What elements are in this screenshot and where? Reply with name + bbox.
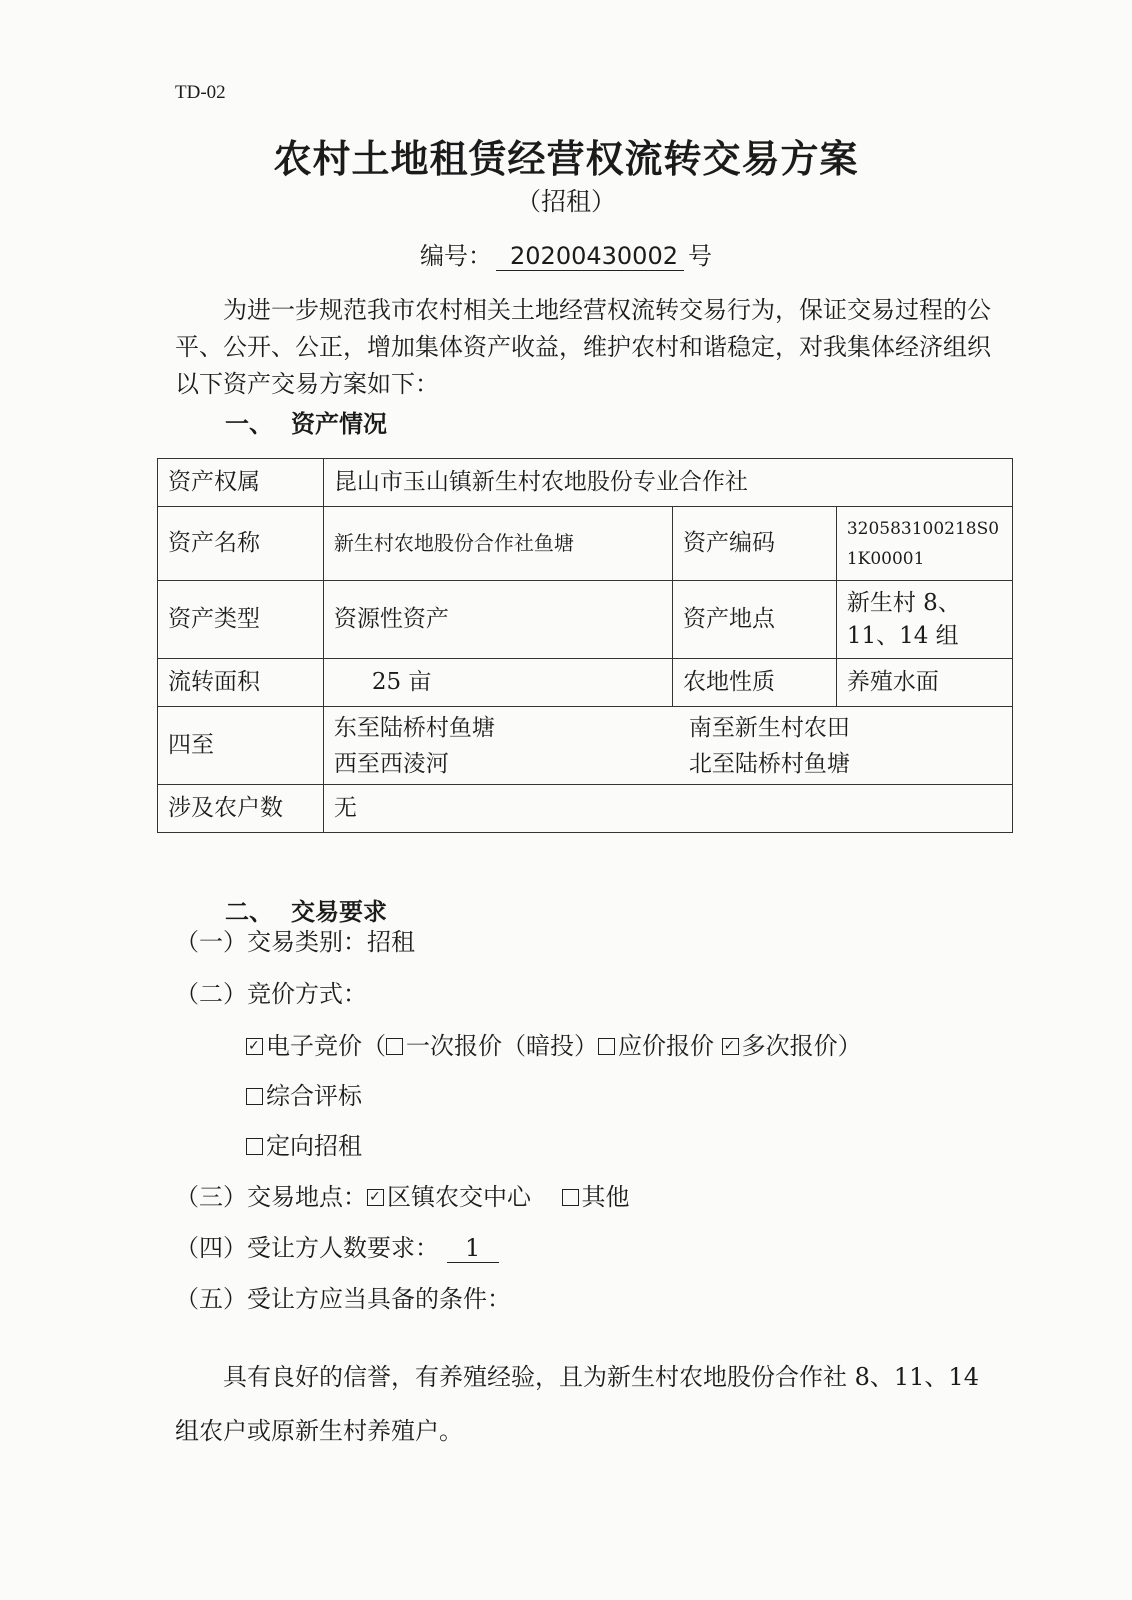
document-number-line (0, 236, 1132, 271)
req-bidding-method (175, 978, 367, 1010)
req-2-prefix: （二） (175, 980, 247, 1008)
req-1-prefix: （一） (175, 928, 247, 956)
comprehensive-checkbox[interactable] (246, 1088, 263, 1105)
req-5-text: 受让方应当具备的条件： (247, 1285, 511, 1313)
section-2-title: 交易要求 (291, 898, 387, 926)
ownership-label: 资产权属 (158, 459, 324, 507)
bidding-options-row (246, 1030, 862, 1062)
boundary-south: 南至新生村农田 (688, 714, 850, 741)
req-transaction-type (175, 926, 415, 958)
number-value: 20200430002 (496, 242, 684, 271)
households-value: 无 (323, 785, 1012, 833)
req-conditions (175, 1283, 511, 1315)
asset-name-label: 资产名称 (158, 507, 324, 581)
req-location (175, 1181, 630, 1213)
ownership-value: 昆山市玉山镇新生村农地股份专业合作社 (323, 459, 1012, 507)
req-1-text: 交易类别：招租 (247, 928, 415, 956)
section-1-title: 资产情况 (291, 410, 387, 438)
section-2-number: 二、 (225, 898, 273, 926)
document-code: TD-02 (175, 82, 226, 103)
section-1-heading (225, 404, 387, 439)
land-nature-label: 农地性质 (673, 659, 837, 707)
area-value: 25 亩 (323, 659, 672, 707)
asset-type-label: 资产类型 (158, 581, 324, 659)
boundary-east: 东至陆桥村鱼塘 (333, 714, 495, 741)
center-label: 区镇农交中心 (387, 1183, 531, 1211)
req-transferee-count (175, 1232, 499, 1264)
comprehensive-option (246, 1080, 362, 1112)
asset-type-value: 资源性资产 (323, 581, 672, 659)
boundary-cell (323, 707, 1012, 785)
households-label: 涉及农户数 (158, 785, 324, 833)
electronic-bid-checkbox[interactable] (246, 1038, 263, 1055)
multi-bid-checkbox[interactable] (722, 1038, 739, 1055)
sealed-bid-checkbox[interactable] (386, 1038, 403, 1055)
boundary-label: 四至 (158, 707, 324, 785)
section-2-heading (225, 892, 387, 927)
asset-code-value: 320583100218S01K00001 (836, 507, 1012, 581)
number-suffix: 号 (687, 242, 712, 270)
number-label: 编号： (420, 242, 493, 270)
area-label: 流转面积 (158, 659, 324, 707)
req-3-prefix: （三） (175, 1183, 247, 1211)
multi-bid-label: 多次报价） (741, 1032, 862, 1060)
boundary-west: 西至西淩河 (333, 750, 449, 777)
document-title: 农村土地租赁经营权流转交易方案 (273, 137, 859, 181)
other-checkbox[interactable] (562, 1189, 579, 1206)
req-5-prefix: （五） (175, 1285, 247, 1313)
respond-bid-label: 应价报价 (618, 1032, 714, 1060)
directed-option (246, 1130, 362, 1162)
asset-name-value: 新生村农地股份合作社鱼塘 (323, 507, 672, 581)
conditions-paragraph: 具有良好的信誉，有养殖经验，且为新生村农地股份合作社 8、11、14 组农户或原新生村养殖户。 (175, 1363, 979, 1445)
center-checkbox[interactable] (367, 1189, 384, 1206)
sealed-bid-label: 一次报价（暗投） (406, 1032, 598, 1060)
intro-paragraph: 为进一步规范我市农村相关土地经营权流转交易行为，保证交易过程的公平、公开、公正，增加集体资产收益，维护农村和谐稳定，对我集体经济组织以下资产交易方案如下： (175, 296, 991, 398)
req-3-text: 交易地点： (247, 1183, 367, 1211)
land-nature-value: 养殖水面 (836, 659, 1012, 707)
asset-location-label: 资产地点 (673, 581, 837, 659)
directed-label: 定向招租 (266, 1132, 362, 1160)
other-label: 其他 (581, 1183, 630, 1211)
document-subtitle: （招租） (515, 187, 616, 216)
respond-bid-checkbox[interactable] (598, 1038, 615, 1055)
transferee-count-value: 1 (447, 1234, 499, 1263)
asset-location-value: 新生村 8、11、14 组 (836, 581, 1012, 659)
directed-checkbox[interactable] (246, 1138, 263, 1155)
req-4-prefix: （四） (175, 1234, 247, 1262)
asset-code-label: 资产编码 (673, 507, 837, 581)
req-2-text: 竞价方式： (247, 980, 367, 1008)
section-1-number: 一、 (225, 410, 273, 438)
req-4-text: 受让方人数要求： (247, 1234, 439, 1262)
comprehensive-label: 综合评标 (266, 1082, 362, 1110)
asset-info-table (157, 458, 1013, 833)
boundary-north: 北至陆桥村鱼塘 (688, 750, 850, 777)
electronic-bid-label: 电子竞价（ (266, 1032, 386, 1060)
